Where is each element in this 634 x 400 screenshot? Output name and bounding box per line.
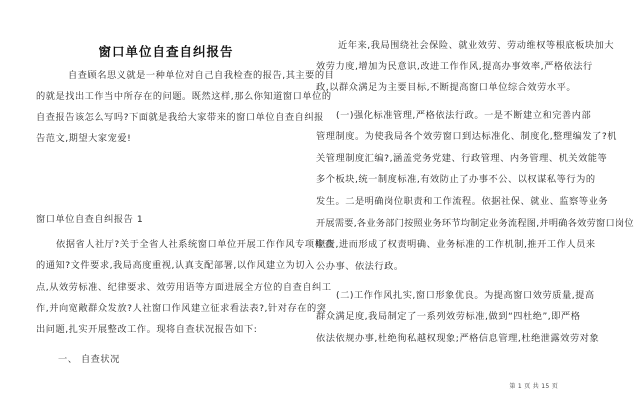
body-line-3: 点,从效劳标准、纪律要求、效劳用语等方面进展全方位的自查自纠工 — [36, 282, 332, 293]
right-line-1: 近年来,我局围绕社会保险、就业效劳、劳动维权等根底板块加大 — [338, 40, 615, 51]
right-line-7: 多个板块,统一制度标准,有效防止了办事不公、以权谋私等行为的 — [316, 174, 596, 185]
right-line-5: 管理制度。为使我局各个效劳窗口到达标准化、制度化,整理编发了?机 — [316, 131, 618, 142]
intro-line-2: 的就是找出工作当中所存在的问题。既然这样,那么你知道窗口单位的 — [36, 91, 332, 102]
body-line-4: 作,并向宽敞群众发放?人社窗口作风建立征求看法表?,针对存在的突 — [36, 303, 327, 314]
right-line-9: 开展需要,各业务部门按照业务环节均制定业务流程图,并明确各效劳窗口岗位 — [316, 218, 634, 229]
body-line-1: 依据省人社厅?关于全省人社系统窗口单位开展工作作风专项检查 — [56, 239, 335, 250]
right-line-2: 效劳力度,增加为民意识,改进工作作风,提高办事效率,严格依法行 — [316, 61, 593, 72]
intro-line-3: 自查报告该怎么写吗?下面就是我给大家带来的窗口单位自查自纠报 — [36, 112, 324, 123]
body-line-5: 出问题,扎实开展整改工作。现将自查状况报告如下: — [36, 324, 258, 335]
right-line-3: 政,以群众满足为主要目标,不断提高窗口单位综合效劳水平。 — [316, 82, 577, 93]
right-line-14: 依法依规办事,杜绝徇私越权现象;严格信息管理,杜绝泄露效劳对象 — [316, 333, 600, 344]
right-line-6: 关管理制度汇编?,涵盖党务党建、行政管理、内务管理、机关效能等 — [316, 153, 608, 164]
document-title: 窗口单位自查自纠报告 — [98, 44, 234, 59]
right-line-13: 群众满足度,我局制定了一系列效劳标准,做到“四杜绝”,即严格 — [316, 311, 581, 322]
right-line-11: 公办事、依法行政。 — [316, 261, 404, 272]
subheading: 一、 自查状况 — [58, 354, 120, 365]
intro-line-1: 自查顾名思义就是一种单位对自己自我检查的报告,其主要的目 — [68, 70, 335, 81]
right-line-12: (二)工作作风扎实,窗口形象优良。为提高窗口效劳质量,提高 — [336, 290, 595, 301]
intro-line-4: 告范文,期望大家宠爱! — [36, 133, 132, 144]
right-line-10: 职责,进而形成了权责明确、业务标准的工作机制,推开工作人员来 — [316, 239, 596, 250]
right-line-4: (一)强化标准管理,严格依法行政。一是不断建立和完善内部 — [336, 110, 592, 121]
section-heading: 窗口单位自查自纠报告 1 — [36, 214, 144, 225]
page-footer: 第 1 页 共 15 页 — [509, 383, 558, 390]
body-line-2: 的通知?文件要求,我局高度重视,认真支配部署,以作风建立为切入 — [36, 260, 315, 271]
right-line-8: 发生。二是明确岗位职责和工作流程。依据社保、就业、监察等业务 — [316, 196, 609, 207]
